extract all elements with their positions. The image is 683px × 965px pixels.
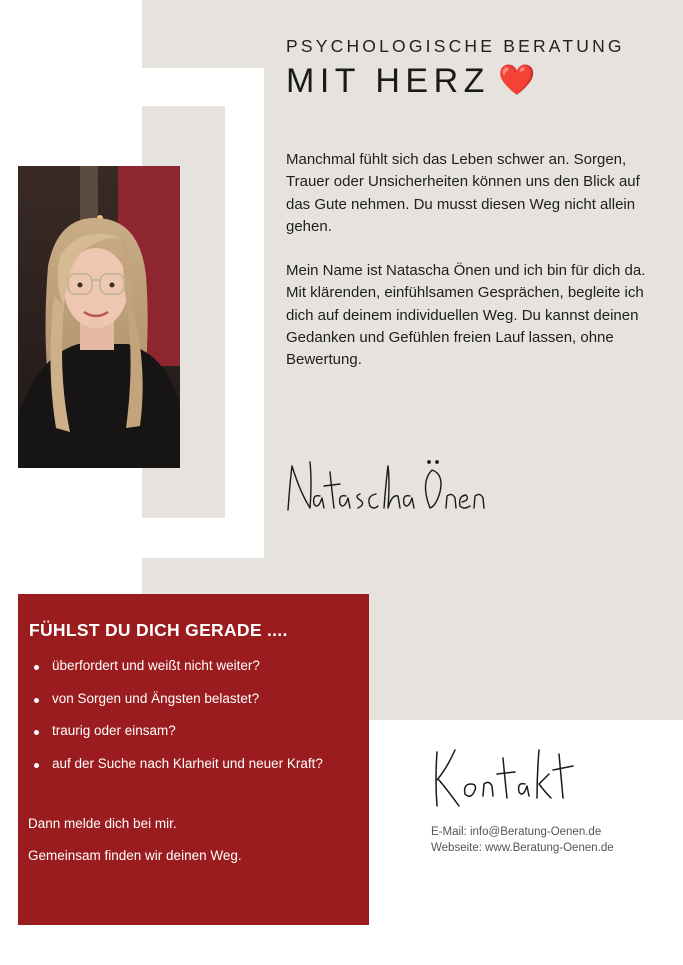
page-subtitle: PSYCHOLOGISCHE BERATUNG xyxy=(286,36,625,56)
signature xyxy=(280,452,490,524)
feelings-heading: FÜHLST DU DICH GERADE .... xyxy=(29,620,288,640)
feelings-list xyxy=(18,658,369,788)
intro-paragraph-2: Mein Name ist Natascha Önen und ich bin für dich da. Mit klärenden, einfühlsamen Gesprächen, begleite ich dich auf deinem individuellen Weg. Du kannst deinen Gedanken und Gefühlen freien Lauf lassen, ohne Bewertung. xyxy=(286,262,646,369)
contact-email[interactable]: E-Mail: info@Beratung-Oenen.de xyxy=(431,826,602,838)
list-item xyxy=(18,691,369,724)
feelings-box xyxy=(18,594,369,925)
bullet-icon xyxy=(34,763,39,768)
list-item-text: von Sorgen und Ängsten belastet? xyxy=(52,690,260,706)
list-item-text: überfordert und weißt nicht weiter? xyxy=(52,658,260,673)
closing-line-1: Dann melde dich bei mir. xyxy=(28,816,177,831)
bullet-icon xyxy=(34,665,39,670)
portrait-photo xyxy=(18,166,180,468)
contact-heading xyxy=(425,740,575,812)
closing-line-2: Gemeinsam finden wir deinen Weg. xyxy=(28,848,242,863)
page-title xyxy=(286,62,535,101)
bullet-icon xyxy=(34,698,39,703)
bullet-icon xyxy=(34,730,39,735)
title-text: MIT HERZ xyxy=(286,62,490,100)
list-item xyxy=(18,658,369,691)
list-item-text: traurig oder einsam? xyxy=(52,723,176,738)
intro-paragraph-1: Manchmal fühlt sich das Leben schwer an. Sorgen, Trauer oder Unsicherheiten können uns den Blick auf das Gute nehmen. Du musst diesen Weg nicht allein gehen. xyxy=(286,151,640,235)
heart-icon: ❤️ xyxy=(497,64,536,97)
list-item xyxy=(18,756,369,789)
contact-website[interactable]: Webseite: www.Beratung-Oenen.de xyxy=(431,842,614,854)
list-item xyxy=(18,723,369,756)
list-item-text: auf der Suche nach Klarheit und neuer Kraft? xyxy=(52,755,323,771)
